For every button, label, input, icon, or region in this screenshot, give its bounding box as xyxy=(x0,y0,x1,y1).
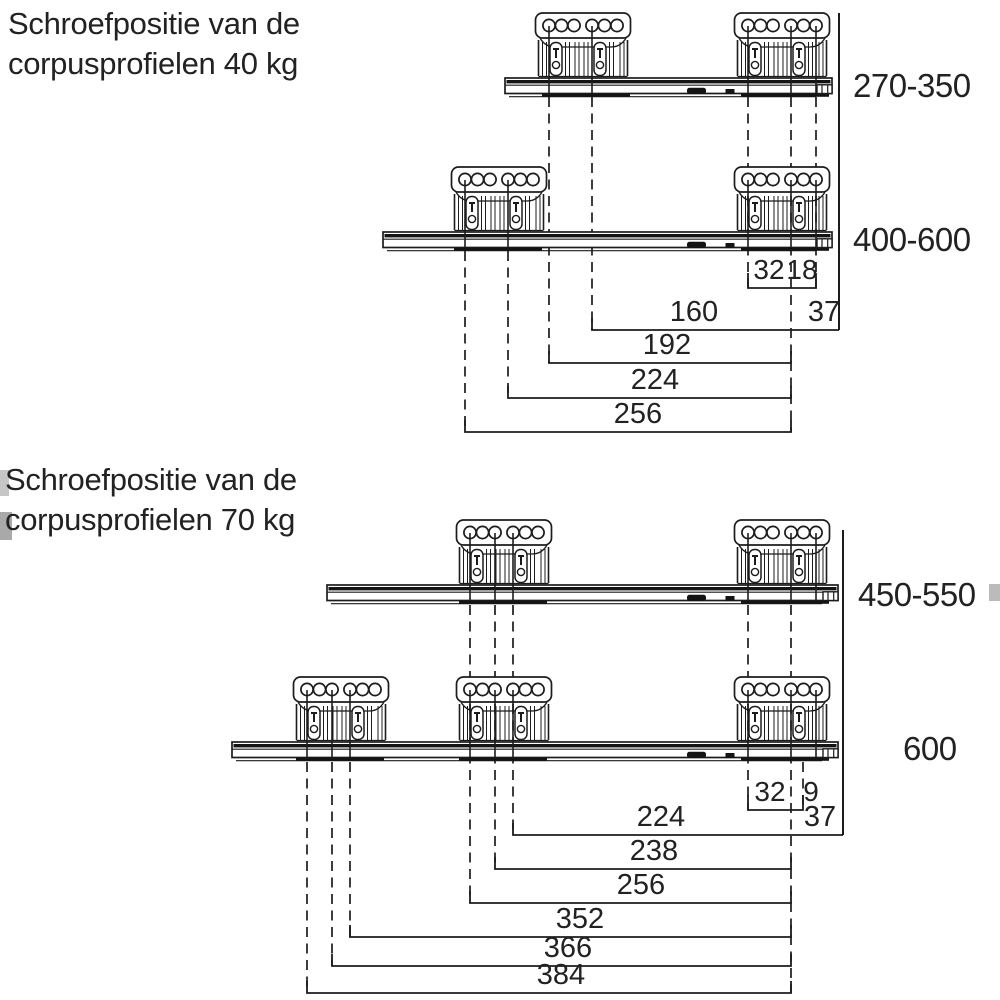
dim-label-192: 192 xyxy=(642,329,692,361)
dim-label-37-bottom: 37 xyxy=(803,801,837,833)
dim-label-37-top: 37 xyxy=(807,296,841,328)
section-title-40kg-line2: corpusprofielen 40 kg xyxy=(8,46,299,81)
screw-centerlines xyxy=(307,26,816,757)
dim-label-32-top: 32 xyxy=(753,254,785,285)
dim-label-160: 160 xyxy=(669,296,719,328)
rail-600 xyxy=(232,742,838,761)
dim-label-238: 238 xyxy=(629,835,679,867)
dim-label-256-top: 256 xyxy=(613,398,663,430)
section-title-70kg-line2: corpusprofielen 70 kg xyxy=(5,502,296,537)
range-label-450-550: 450-550 xyxy=(858,576,976,613)
rail-400-600 xyxy=(383,232,832,251)
rail-450-550 xyxy=(327,585,838,604)
dim-label-18: 18 xyxy=(786,254,818,285)
section-title-70kg-line1: Schroefpositie van de xyxy=(5,462,297,497)
rail-270-350 xyxy=(505,78,832,97)
dim-label-366: 366 xyxy=(543,932,593,964)
dim-label-32-bottom: 32 xyxy=(754,776,786,807)
dim-label-224-top: 224 xyxy=(630,364,680,396)
cabinet-front-edge-lines xyxy=(839,13,843,835)
dim-label-384: 384 xyxy=(536,959,586,991)
dim-label-224-bottom: 224 xyxy=(636,801,686,833)
dim-label-352: 352 xyxy=(555,903,605,935)
mounting-brackets xyxy=(294,13,830,741)
section-title-40kg-line1: Schroefpositie van de xyxy=(8,6,300,41)
range-label-400-600: 400-600 xyxy=(853,221,971,258)
range-label-600: 600 xyxy=(903,730,957,767)
dim-label-256-bottom: 256 xyxy=(616,869,666,901)
range-label-270-350: 270-350 xyxy=(853,67,971,104)
dim-label-9: 9 xyxy=(803,776,819,807)
